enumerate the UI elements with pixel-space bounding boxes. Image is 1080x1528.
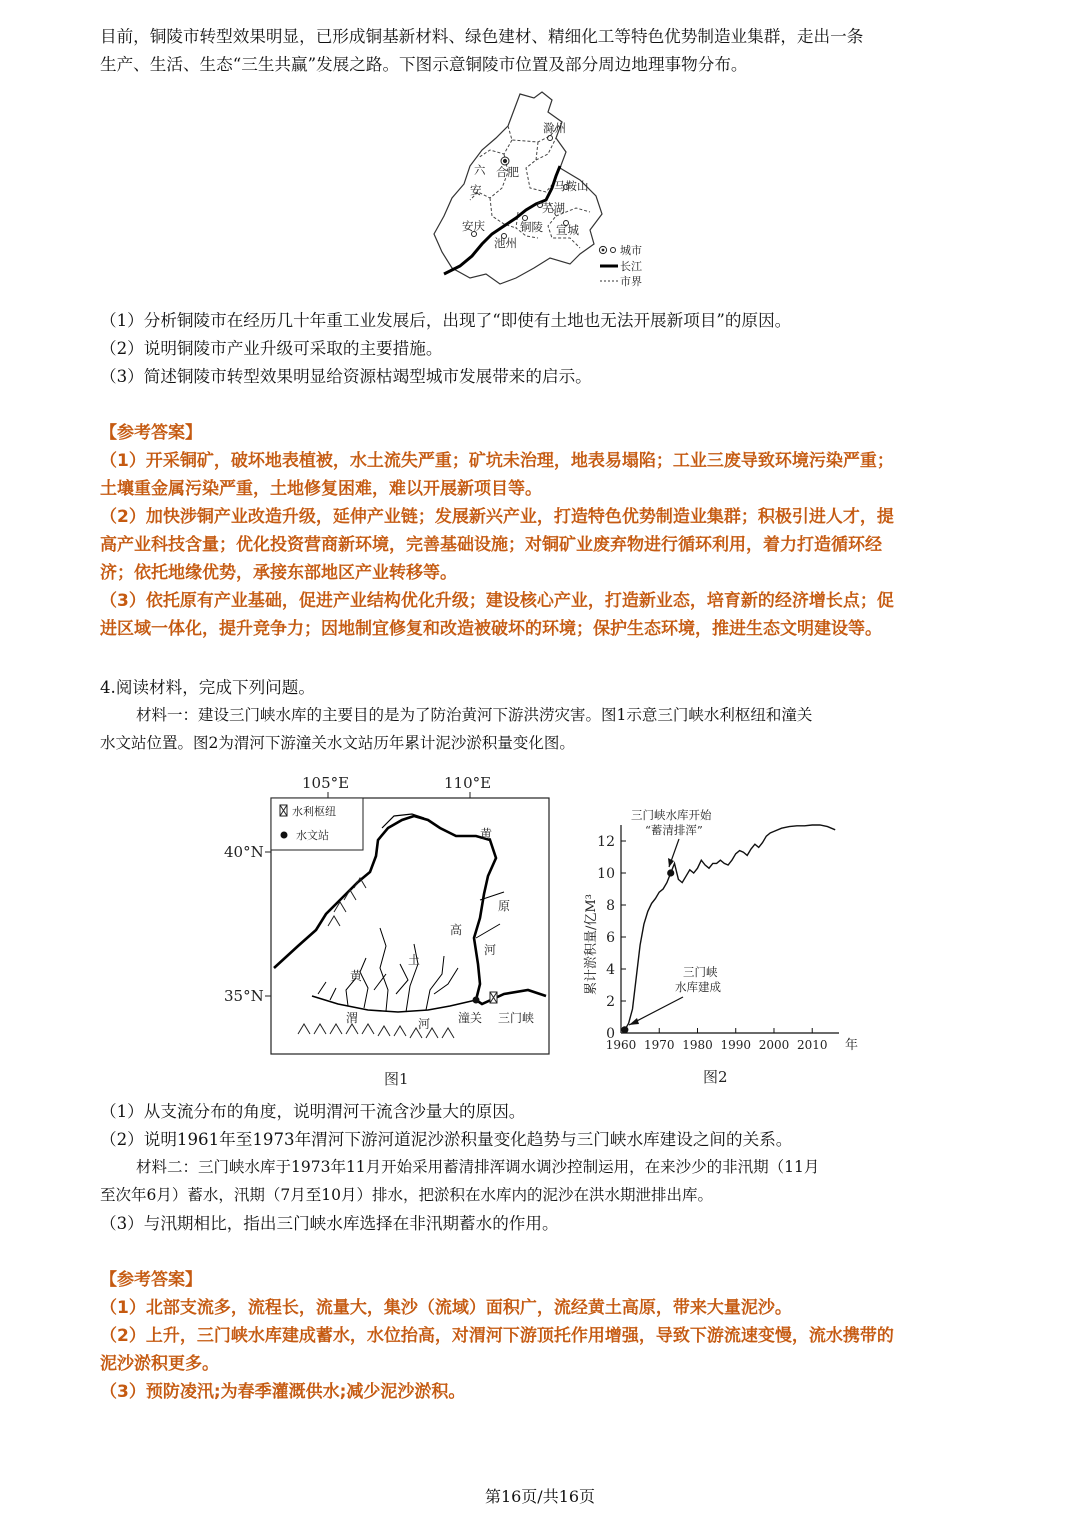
answer-line: 高产业科技含量；优化投资营商新环境，完善基础设施；对铜矿业废弃物进行循环利用，着力打造循环经 [100, 535, 882, 555]
x-tick-label: 1970 [643, 1038, 675, 1052]
answer-line: （3）预防凌汛;为春季灌溉供水;减少泥沙淤积。 [100, 1382, 466, 1402]
intro-line: 目前，铜陵市转型效果明显，已形成铜基新材料、绿色建材、精细化工等特色优势制造业集群，走出一条 [100, 27, 864, 46]
place-label: 高 [450, 923, 463, 937]
answer-title: 【参考答案】 [100, 1270, 202, 1290]
answer-line: （3）依托原有产业基础，促进产业结构优化升级；建设核心产业，打造新业态，培育新的经济增长点；促 [100, 591, 894, 611]
question-line: （3）与汛期相比，指出三门峡水库选择在非汛期蓄水的作用。 [100, 1214, 559, 1233]
place-label: 土 [408, 953, 421, 967]
answer-line: 济；依托地缘优势，承接东部地区产业转移等。 [100, 563, 457, 583]
chart-series-line [625, 825, 835, 1030]
chart-annotation: 三门峡 [683, 965, 718, 979]
chart-annotation: “蓄清排浑” [645, 823, 703, 837]
x-tick-label: 1960 [605, 1038, 637, 1052]
question-line: （2）说明1961年至1973年渭河下游河道泥沙淤积量变化趋势与三门峡水库建设之间的关系。 [100, 1130, 793, 1149]
question-line: （1）从支流分布的角度，说明渭河干流含沙量大的原因。 [100, 1102, 526, 1121]
lat-label: 40°N [224, 843, 264, 861]
page-number: 第16页/共16页 [484, 1487, 596, 1506]
answer-line: 泥沙淤积更多。 [100, 1354, 219, 1374]
city-label: 安 [470, 183, 482, 197]
answer-line: （2）上升，三门峡水库建成蓄水，水位抬高，对渭河下游顶托作用增强，导致下游流速变慢，流水携带的 [100, 1326, 894, 1346]
place-label: 河 [484, 943, 497, 957]
svg-text:城市: 城市 [620, 244, 642, 257]
tongling-map [430, 88, 660, 294]
city-label: 芜湖 [542, 201, 565, 215]
answer-line: （1）北部支流多，流程长，流量大，集沙（流域）面积广，流经黄土高原，带来大量泥沙。 [100, 1298, 792, 1318]
y-tick-label: 8 [606, 898, 615, 914]
svg-text:市界: 市界 [620, 275, 642, 288]
lon-label: 110°E [444, 774, 492, 792]
x-axis-label: 年 [845, 1038, 859, 1053]
answer-line: （2）加快涉铜产业改造升级，延伸产业链；发展新兴产业，打造特色优势制造业集群；积极引进人才，提 [100, 507, 894, 527]
chart-marker-point [621, 1026, 628, 1033]
figure-caption: 图2 [703, 1068, 728, 1086]
chart-annotation: 水库建成 [675, 980, 721, 994]
place-label: 渭 [346, 1011, 359, 1025]
city-label: 合肥 [496, 165, 519, 179]
y-tick-label: 0 [606, 1026, 615, 1042]
city-label: 安庆 [462, 219, 485, 233]
x-tick-label: 2010 [796, 1038, 828, 1052]
figure-2-chart [575, 795, 865, 1095]
place-label: 潼关 [458, 1011, 483, 1025]
figure-1-map [218, 768, 558, 1098]
x-tick-label: 2000 [758, 1038, 790, 1052]
answer-line: （1）开采铜矿，破坏地表植被，水土流失严重；矿坑未治理，地表易塌陷；工业三废导致环境污染严重； [100, 451, 894, 471]
intro-line: 生产、生活、生态“三生共赢”发展之路。下图示意铜陵市位置及部分周边地理事物分布。 [100, 55, 748, 74]
legend-label: 水利枢纽 [292, 805, 336, 818]
place-label: 三门峡 [498, 1011, 535, 1025]
material-line: 材料二：三门峡水库于1973年11月开始采用蓄清排浑调水调沙控制运用，在来沙少的非汛期（11月 [136, 1158, 820, 1176]
question-line: （3）简述铜陵市转型效果明显给资源枯竭型城市发展带来的启示。 [100, 367, 592, 386]
x-tick-label: 1980 [682, 1038, 713, 1052]
city-label: 滁州 [543, 121, 566, 135]
y-tick-label: 2 [606, 994, 615, 1010]
legend-label: 水文站 [296, 829, 329, 842]
place-label: 黄 [480, 827, 493, 841]
figure-caption: 图1 [384, 1070, 409, 1088]
material-line: 至次年6月）蓄水，汛期（7月至10月）排水，把淤积在水库内的泥沙在洪水期泄排出库。 [100, 1186, 713, 1204]
material-line: 水文站位置。图2为渭河下游潼关水文站历年累计泥沙淤积量变化图。 [100, 734, 575, 752]
city-label: 马鞍山 [554, 179, 589, 193]
question-line: （2）说明铜陵市产业升级可采取的主要措施。 [100, 339, 443, 358]
place-label: 河 [418, 1017, 431, 1031]
question-title: 4.阅读材料，完成下列问题。 [100, 678, 315, 697]
chart-annotation: 三门峡水库开始 [631, 808, 712, 822]
map-legend [599, 244, 642, 288]
question-line: （1）分析铜陵市在经历几十年重工业发展后，出现了“即使有土地也无法开展新项目”的原因。 [100, 311, 792, 330]
y-tick-label: 10 [597, 866, 615, 882]
material-line: 材料一：建设三门峡水库的主要目的是为了防治黄河下游洪涝灾害。图1示意三门峡水利枢纽和潼关 [136, 706, 813, 724]
answer-line: 进区域一体化，提升竞争力；因地制宜修复和改造被破坏的环境；保护生态环境，推进生态文明建设等。 [100, 619, 882, 639]
city-label: 铜陵 [520, 220, 543, 234]
x-tick-label: 1990 [720, 1038, 752, 1052]
city-label: 池州 [494, 236, 517, 250]
city-label: 宣城 [556, 223, 579, 237]
answer-line: 土壤重金属污染严重，土地修复困难，难以开展新项目等。 [100, 479, 542, 499]
y-tick-label: 6 [606, 930, 615, 946]
svg-text:长江: 长江 [620, 260, 642, 273]
y-tick-label: 12 [597, 834, 615, 850]
y-tick-label: 4 [606, 962, 615, 978]
lon-label: 105°E [302, 774, 350, 792]
chart-ylabel: 累计淤积量/亿M³ [584, 894, 599, 995]
place-label: 黄 [350, 969, 363, 983]
lat-label: 35°N [224, 987, 264, 1005]
chart-marker-point [667, 869, 674, 876]
place-label: 原 [498, 899, 511, 913]
answer-title: 【参考答案】 [100, 423, 202, 443]
city-label: 六 [474, 163, 486, 177]
